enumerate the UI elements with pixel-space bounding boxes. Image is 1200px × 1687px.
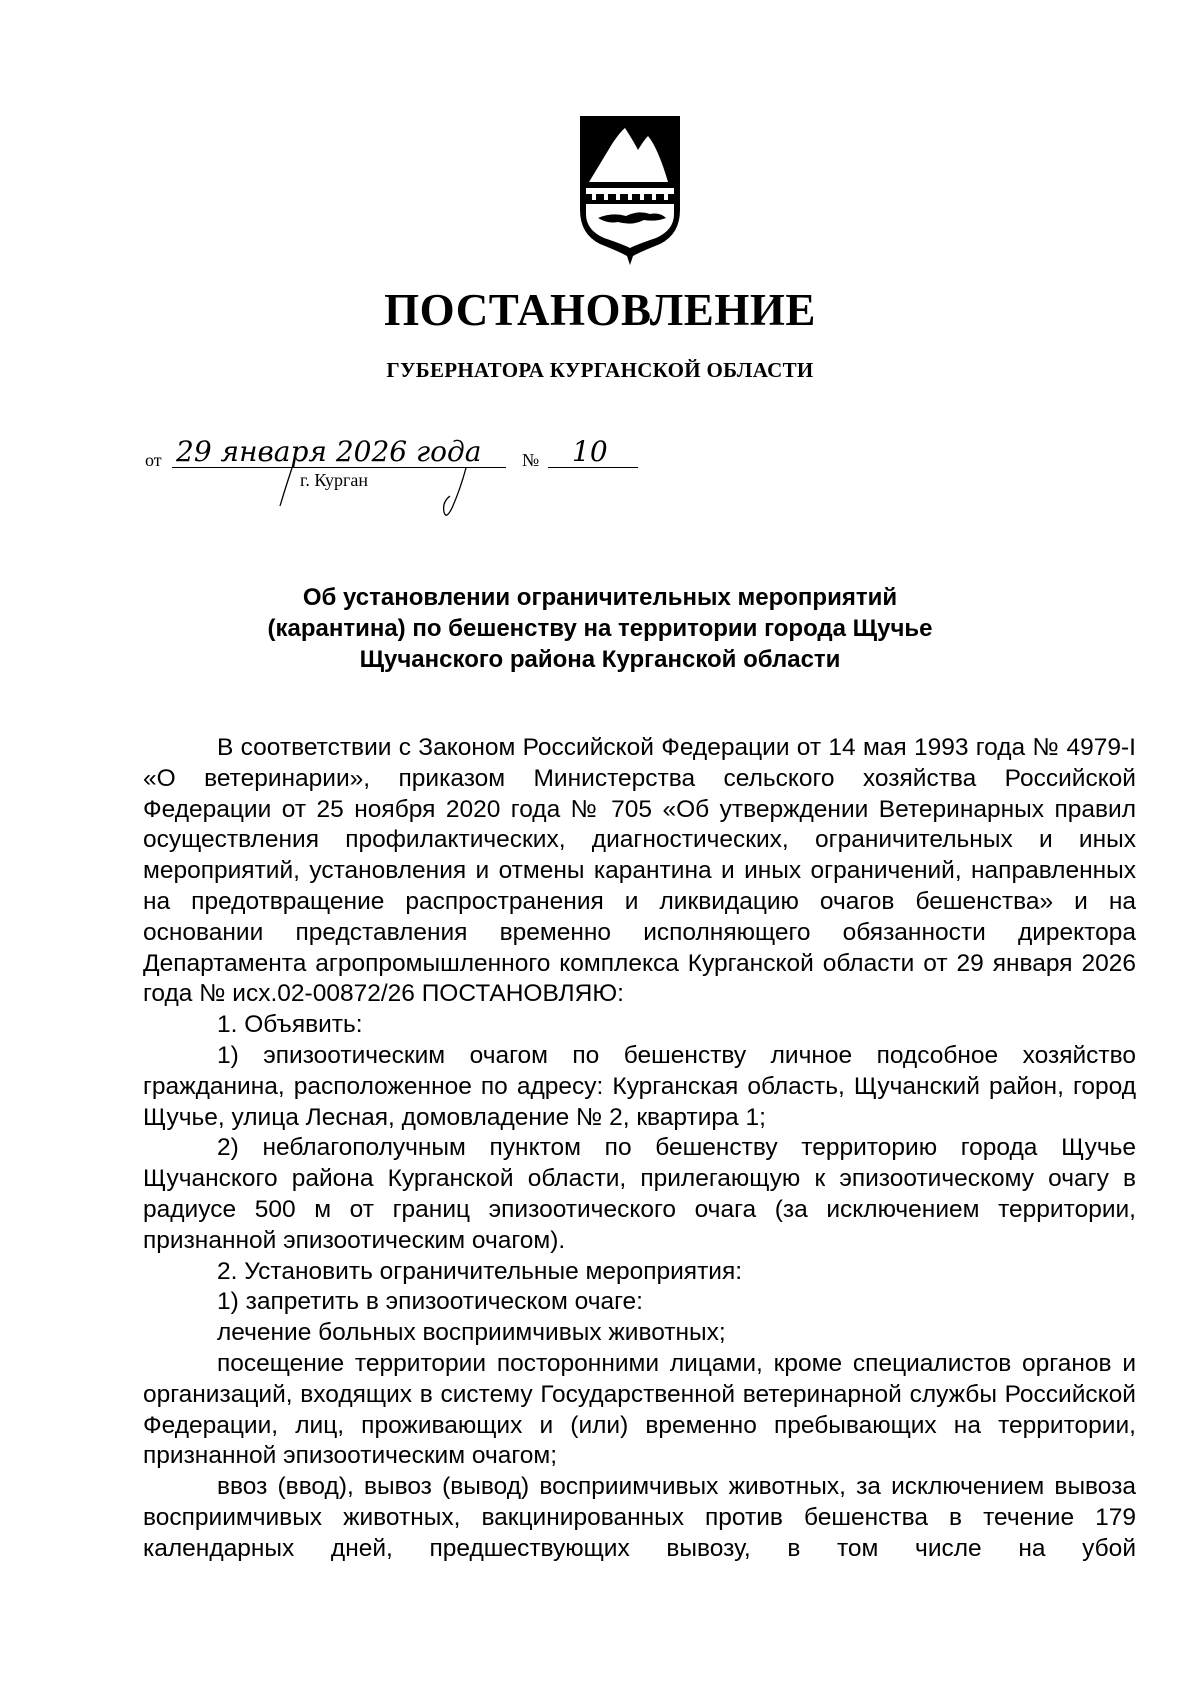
handwritten-stroke — [276, 466, 296, 508]
document-title — [200, 582, 1000, 675]
paragraph-subitem: 2) неблагополучным пунктом по бешенству территорию города Щучье Щучанского района Курганской области, прилегающую к эпизоотическому очагу в радиусе 500 м от границ эпизоотического очага (за исключением территории, признанной эпизоотическим очагом). — [143, 1134, 1136, 1254]
handwritten-stroke — [440, 466, 470, 522]
paragraph-list-entry: лечение больных восприимчивых животных; — [217, 1319, 726, 1347]
document-body — [143, 733, 1136, 1565]
paragraph-item-2: 2. Установить ограничительные мероприятия: — [217, 1257, 743, 1285]
title-line: Об установлении ограничительных мероприятий — [302, 584, 898, 611]
handwritten-number: 10 — [572, 435, 608, 468]
title-line: Щучанского района Курганской области — [359, 646, 841, 673]
handwritten-date: 29 января 2026 года — [176, 435, 482, 468]
place-of-issue: г. Курган — [300, 470, 369, 490]
paragraph-subitem: 1) запретить в эпизоотическом очаге: — [217, 1288, 643, 1316]
number-label: № — [522, 450, 540, 470]
issuer-title: ГУБЕРНАТОРА КУРГАНСКОЙ ОБЛАСТИ — [386, 358, 814, 382]
paragraph-subitem: 1) эпизоотическим очагом по бешенству личное подсобное хозяйство гражданина, расположенное по адресу: Курганская область, Щучанский район, город Щучье, улица Лесная, домовладение № 2, квартира 1; — [143, 1041, 1136, 1131]
title-line: (карантина) по бешенству на территории города Щучье — [267, 615, 933, 642]
paragraph-list-entry: посещение территории посторонними лицами, кроме специалистов органов и организаций, входящих в систему Государственной ветеринарной службы Российской Федерации, лиц, проживающих и (или) временно пребывающих на территории, признанной эпизоотическим очагом; — [143, 1349, 1136, 1470]
paragraph-list-entry: ввоз (ввод), вывоз (вывод) восприимчивых животных, за исключением вывоза восприимчивых животных, вакцинированных против бешенства в течение 179 календарных дней, предшествующих вывозу, в том числе на убой — [143, 1473, 1136, 1562]
paragraph-item-1: 1. Объявить: — [217, 1011, 363, 1039]
paragraph-preamble: В соответствии с Законом Российской Федерации от 14 мая 1993 года № 4979-I «О ветеринарии», приказом Министерства сельского хозяйства Российской Федерации от 25 ноября 2020 года № 705 «Об утверждении Ветеринарных правил осуществления профилактических, диагностических, ограничительных и иных мероприятий, установления и отмены карантина и иных ограничений, направленных на предотвращение распространения и ликвидацию очагов бешенства» и на основании представления временно исполняющего обязанности директора Департамента агропромышленного комплекса Курганской области от 29 января 2026 года № исх.02-00872/26 ПОСТАНОВЛЯЮ: — [143, 734, 1136, 1008]
coat-of-arms-icon — [578, 114, 682, 266]
date-label: от — [145, 450, 162, 470]
document-type: ПОСТАНОВЛЕНИЕ — [384, 285, 816, 335]
